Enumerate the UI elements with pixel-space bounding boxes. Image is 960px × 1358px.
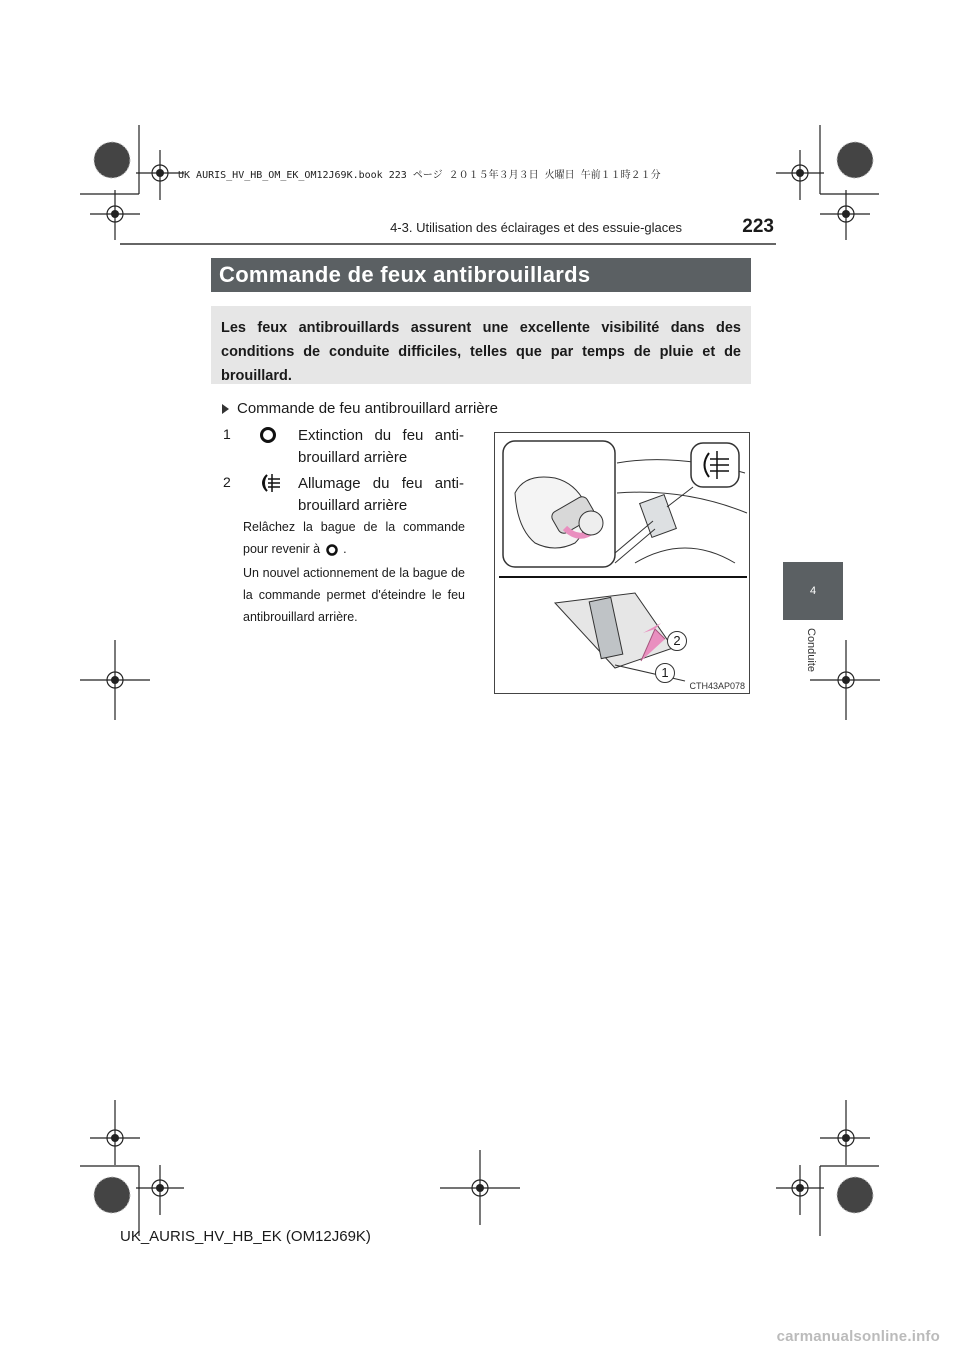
item-number-1-label: 1 [223, 426, 231, 442]
note-second-press: Un nouvel actionnement de la bague de la commande permet d'éteindre le feu antibrouillard arrière. [243, 566, 465, 624]
item-2-text: Allumage du feu anti-brouillard arrière [298, 475, 464, 514]
item-number-2-label: 2 [223, 474, 231, 490]
note-return-period: . [343, 542, 347, 556]
fog-off-inline-icon [324, 543, 340, 557]
triangle-bullet-icon [222, 404, 229, 414]
header-rule [120, 243, 776, 245]
chapter-label-text: Conduite [805, 628, 817, 673]
intro-box: Les feux antibrouillards assurent une excellente visibilité dans des conditions de conduite difficiles, telles que par temps de pluie et de brouillard. [211, 306, 751, 384]
footer-code: UK_AURIS_HV_HB_EK (OM12J69K) [120, 1228, 371, 1245]
figure-code: CTH43AP078 [689, 681, 745, 691]
section-title: 4-3. Utilisation des éclairages et des essuie-glaces [390, 220, 682, 235]
page-heading: Commande de feux antibrouillards [211, 258, 751, 292]
note-return [243, 516, 465, 560]
rear-fog-icon [256, 472, 282, 494]
callout-1: 1 [655, 663, 675, 683]
item-1-text: Extinction du feu anti-brouillard arrière [298, 427, 464, 466]
callout-2: 2 [667, 631, 687, 651]
watermark: carmanualsonline.info [776, 1328, 940, 1345]
note-return-text: Relâchez la bague de la commande pour revenir à [243, 520, 465, 556]
fog-off-icon [258, 426, 278, 444]
bullet-item [222, 400, 498, 417]
chapter-tab: 4 [783, 562, 843, 620]
bullet-text: Commande de feu antibrouillard arrière [237, 400, 498, 417]
illustration-fog-switch [494, 432, 750, 694]
illustration-drawing [495, 433, 750, 694]
book-info-line: UK AURIS_HV_HB_OM_EK_OM12J69K.book 223 ページ ２０１５年３月３日 火曜日 午前１１時２１分 [178, 170, 661, 181]
chapter-label [783, 628, 843, 688]
page-number: 223 [742, 216, 774, 237]
